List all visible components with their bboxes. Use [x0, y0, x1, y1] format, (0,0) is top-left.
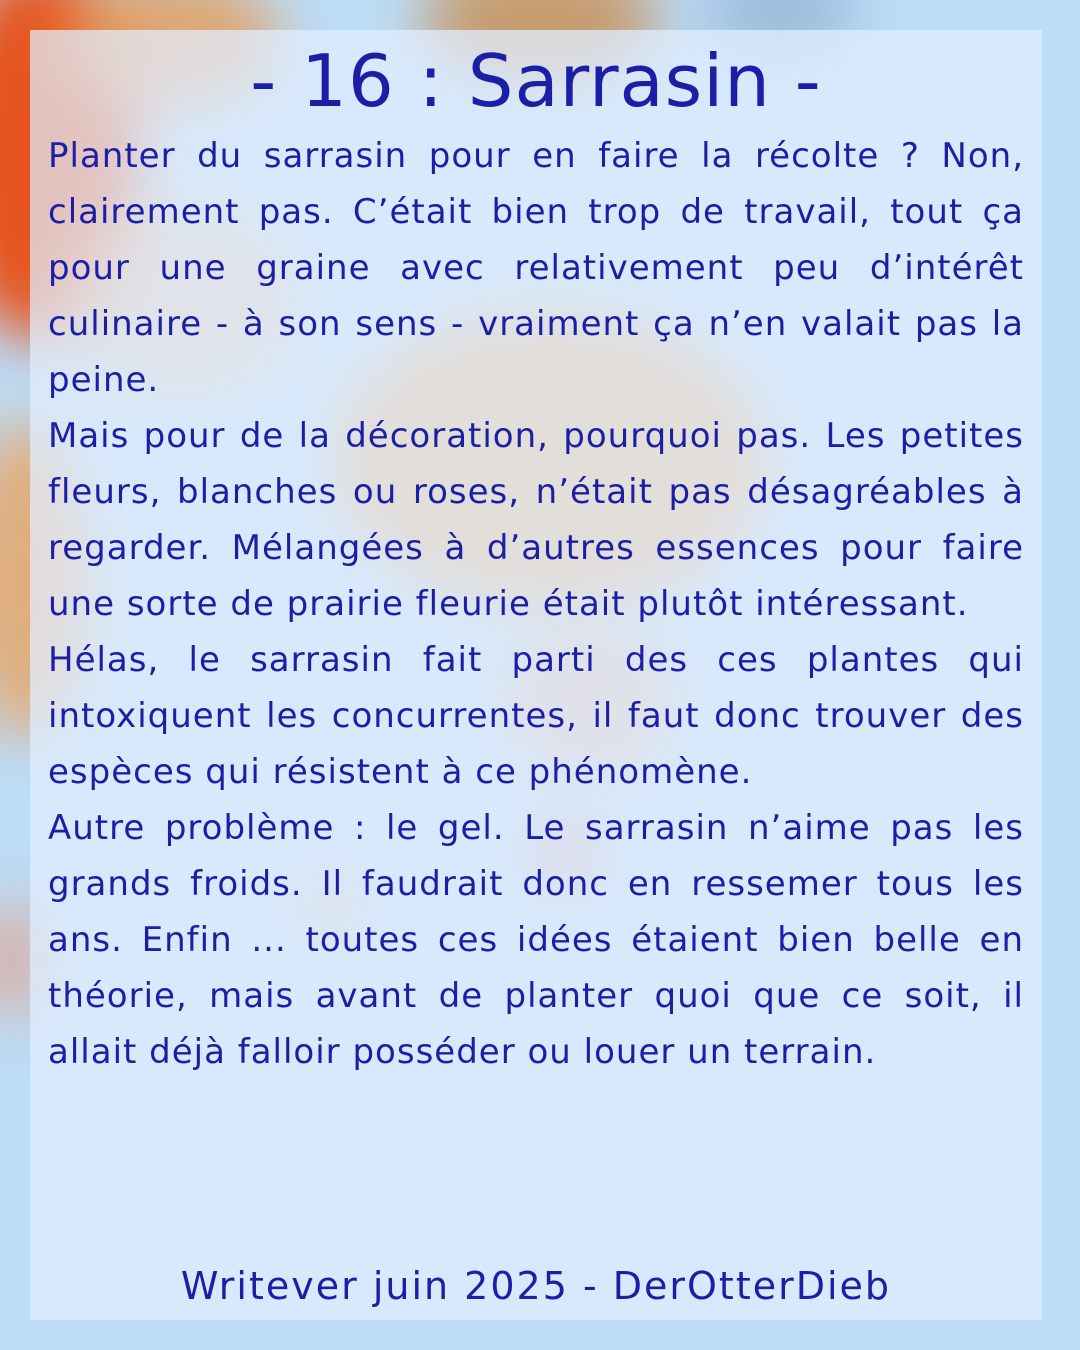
- text-panel: [30, 30, 1042, 1320]
- author-credit: Writever juin 2025 - DerOtterDieb: [180, 1264, 892, 1308]
- story-body: [48, 128, 1024, 1080]
- page-title: - 16 : Sarrasin -: [250, 39, 822, 123]
- paragraph-1: Planter du sarrasin pour en faire la récolte ? Non, clairement pas. C’était bien trop de travail, tout ça pour une graine avec relativement peu d’intérêt culinaire - à son sens - vraiment ça n’en valait pas la peine.: [48, 136, 1024, 400]
- paragraph-4: Autre problème : le gel. Le sarrasin n’aime pas les grands froids. Il faudrait donc en ressemer tous les ans. Enfin ... toutes ces idées étaient bien belle en théorie, mais avant de planter quoi que ce soit, il allait déjà falloir posséder ou louer un terrain.: [48, 808, 1024, 1072]
- paragraph-2: Mais pour de la décoration, pourquoi pas. Les petites fleurs, blanches ou roses, n’était pas désagréables à regarder. Mélangées à d’autres essences pour faire une sorte de prairie fleurie était plutôt intéressant.: [48, 416, 1024, 624]
- paragraph-3: Hélas, le sarrasin fait parti des ces plantes qui intoxiquent les concurrentes, il faut donc trouver des espèces qui résistent à ce phénomène.: [48, 640, 1024, 792]
